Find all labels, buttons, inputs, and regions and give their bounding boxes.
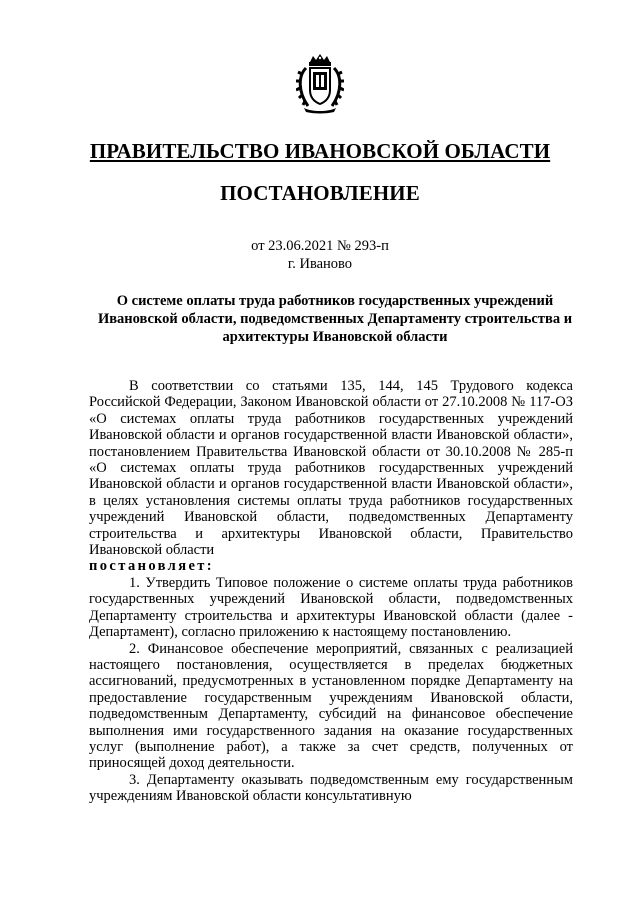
date-number: от 23.06.2021 № 293-п bbox=[251, 238, 389, 254]
coat-of-arms-icon bbox=[296, 54, 344, 114]
document-type-heading: ПОСТАНОВЛЕНИЕ bbox=[220, 181, 420, 205]
resolves-line bbox=[89, 558, 573, 574]
document-subject: О системе оплаты труда работников государственных учреждений Ивановской области, подведомственных Департаменту строительства и архитектуры Ивановской области bbox=[97, 293, 573, 345]
item-1-paragraph: 1. Утвердить Типовое положение о системе оплаты труда работников государственных учреждений Ивановской области, подведомственных Департаменту строительства и архитектуры Ивановской области (далее - Департамент), согласно приложению к настоящему постановлению. bbox=[89, 574, 573, 641]
government-title: ПРАВИТЕЛЬСТВО ИВАНОВСКОЙ ОБЛАСТИ bbox=[89, 139, 551, 163]
item-3-paragraph: 3. Департаменту оказывать подведомственным ему государственным учреждениям Ивановской области консультативную bbox=[89, 771, 573, 805]
document-meta bbox=[0, 237, 640, 273]
city: г. Иваново bbox=[287, 256, 353, 272]
document-body bbox=[89, 378, 573, 805]
resolves-word: постановляет: bbox=[89, 558, 215, 575]
item-2-paragraph: 2. Финансовое обеспечение мероприятий, связанных с реализацией настоящего постановления, осуществляется в пределах бюджетных ассигнований, предусмотренных в установленном порядке Департаменту на предоставление государственным учреждениям Ивановской области, подведомственным Департаменту, субсидий на финансовое обеспечение выполнения ими государственного задания на оказание государственных услуг (выполнение работ), а также за счет средств, полученных от приносящей доход деятельности. bbox=[89, 640, 573, 772]
preamble-paragraph: В соответствии со статьями 135, 144, 145 Трудового кодекса Российской Федерации, Законом Ивановской области от 27.10.2008 № 117-ОЗ «О системах оплаты труда работников государственных учреждений Ивановской области и органов государственной власти Ивановской области», постановлением Правительства Ивановской области от 30.10.2008 № 285-п «О системах оплаты труда работников государственных учреждений Ивановской области и органов государственной власти Ивановской области», в целях установления системы оплаты труда работников государственных учреждений Ивановской области, подведомственных Департаменту строительства и архитектуры Ивановской области, Правительство Ивановской области bbox=[89, 378, 573, 559]
